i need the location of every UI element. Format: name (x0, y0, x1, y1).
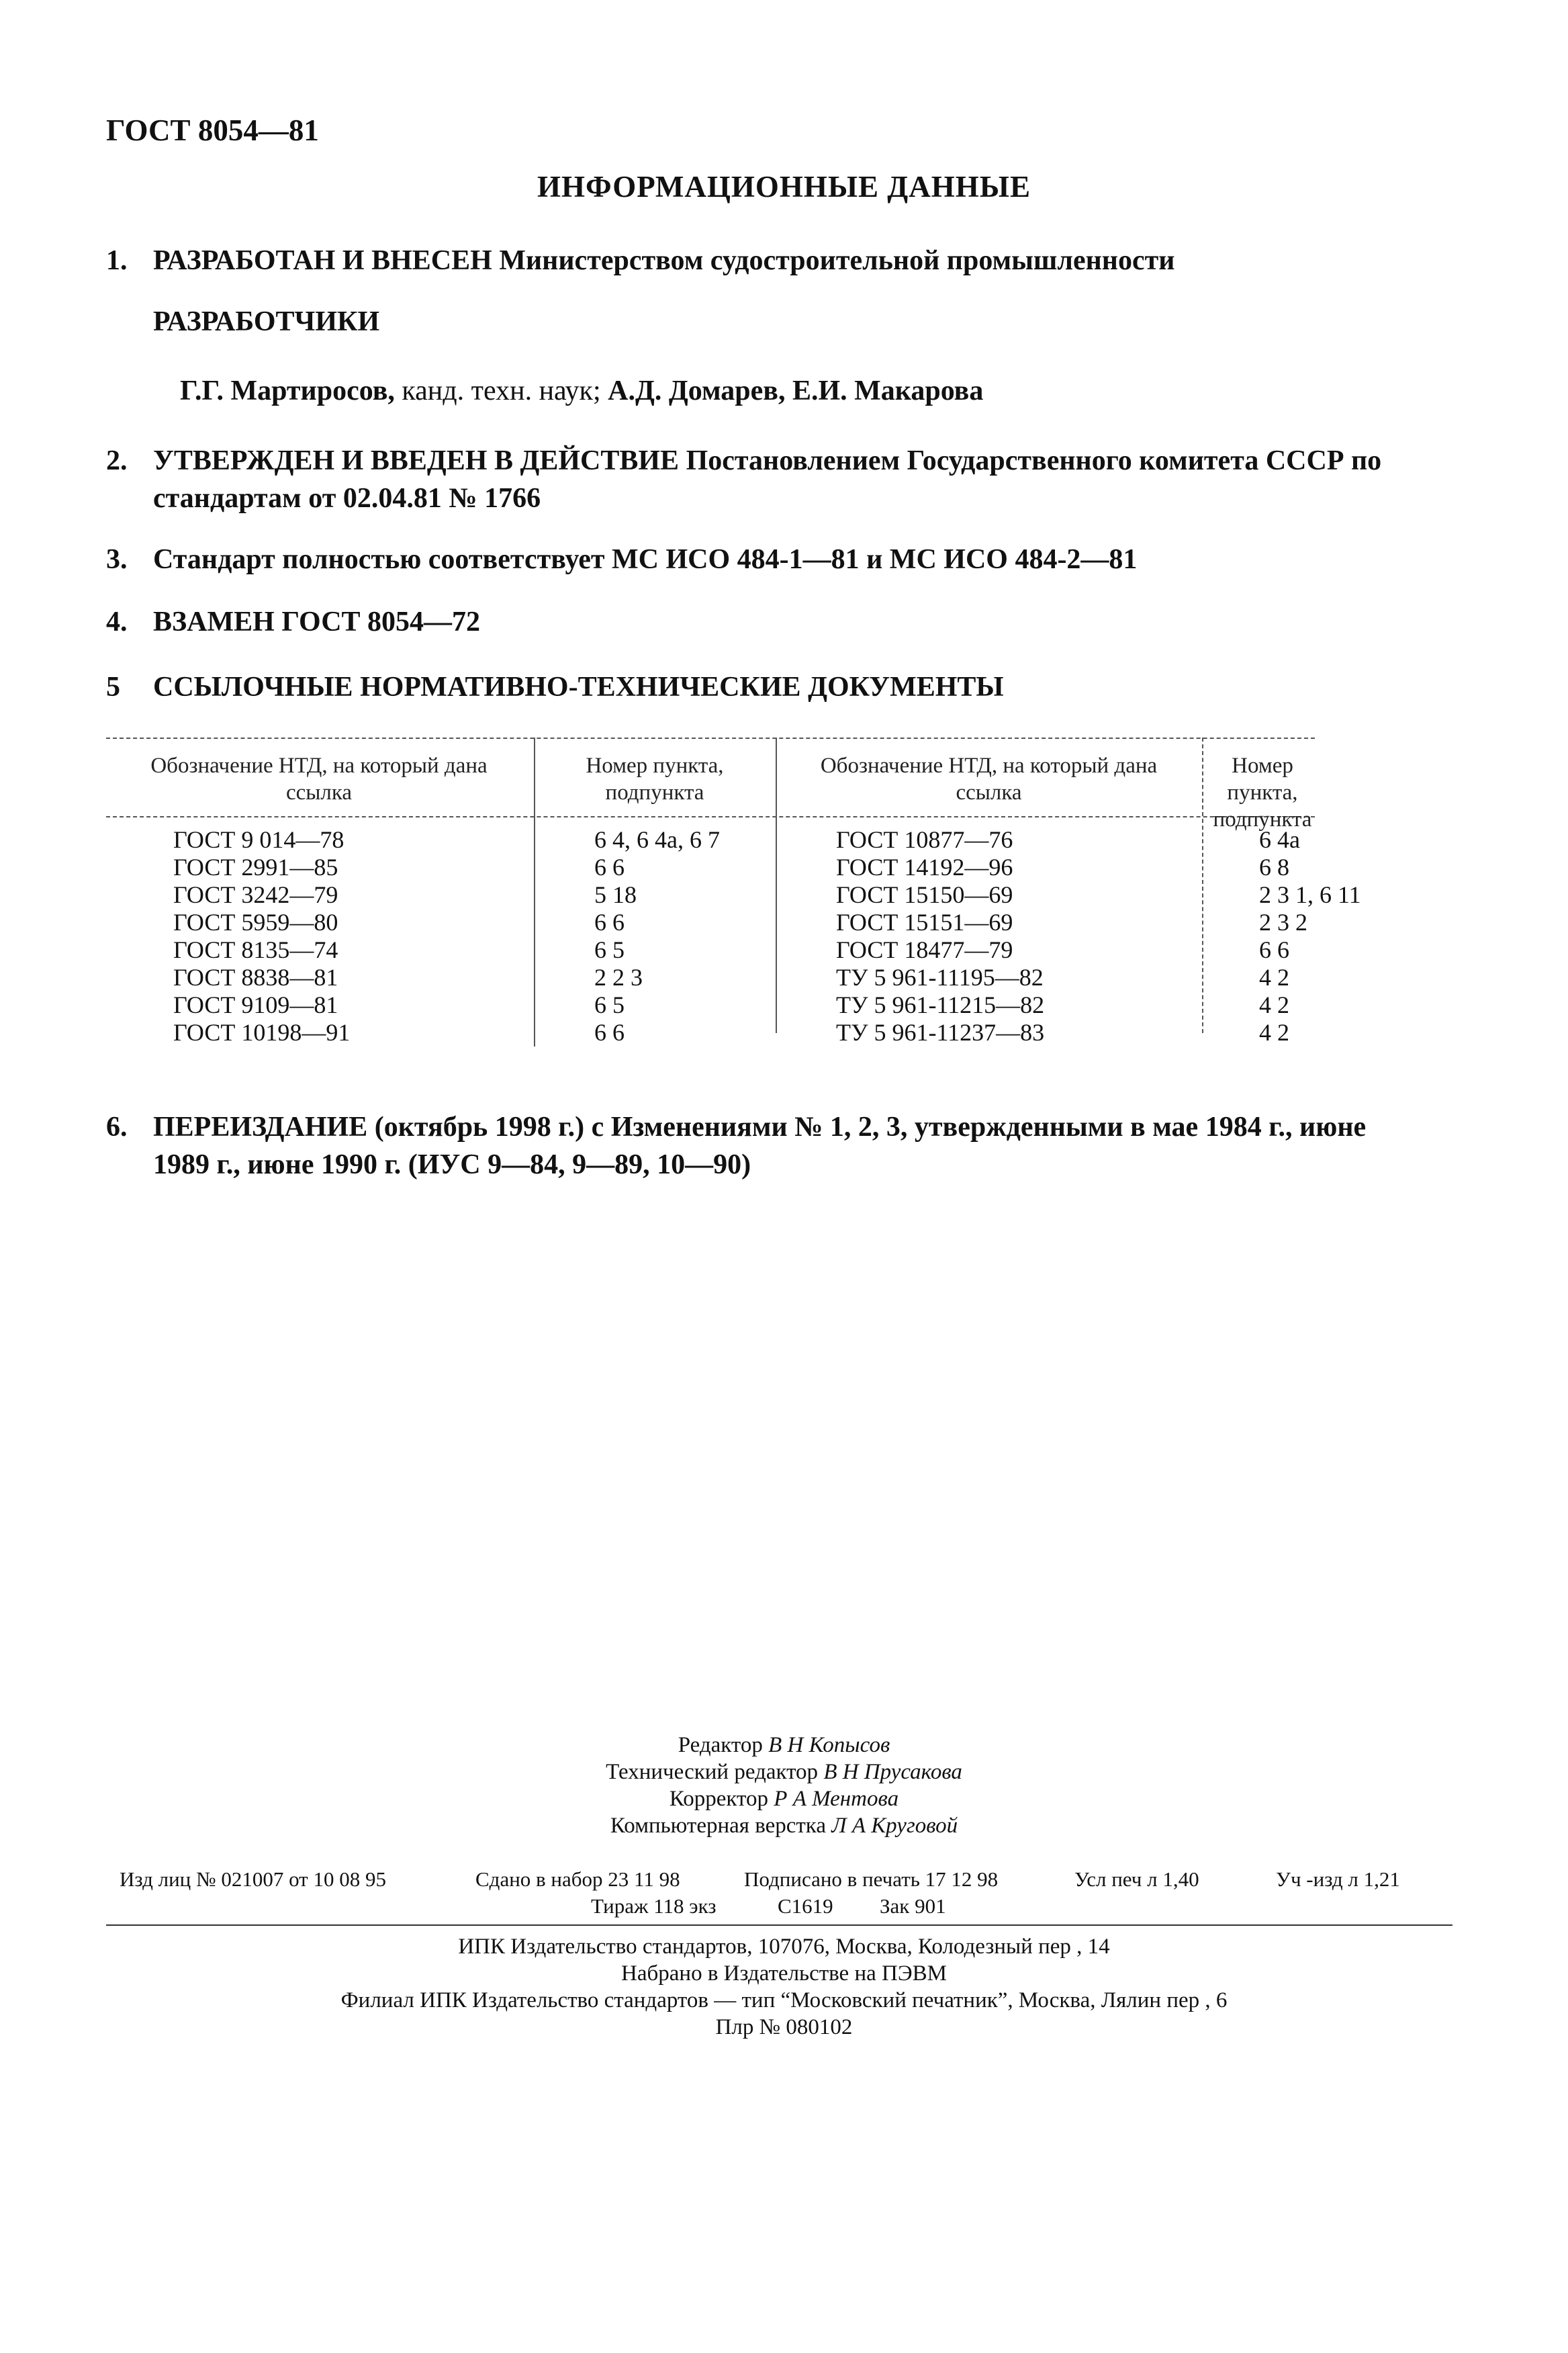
item-lead: УТВЕРЖДЕН И ВВЕДЕН В ДЕЙСТВИЕ (153, 445, 680, 476)
table-cell-clause: 6 6 (594, 1019, 625, 1046)
table-cell-clause: 6 5 (594, 936, 625, 963)
info-item-5 (106, 668, 1004, 706)
table-cell-doc: ГОСТ 10877—76 (836, 826, 1013, 853)
table-cell-doc: ГОСТ 10198—91 (173, 1019, 351, 1046)
item-text: Постановлением Государственного комитета СССР по (679, 445, 1382, 476)
table-cell-doc: ТУ 5 961-11195—82 (836, 964, 1044, 991)
item-number: 2. (106, 445, 128, 476)
item-text: ПЕРЕИЗДАНИЕ (октябрь 1998 г.) с Изменениями № 1, 2, 3, утвержденными в мае 1984 г., июне (153, 1112, 1367, 1143)
table-cell-clause: 2 3 1, 6 11 (1259, 881, 1361, 908)
item-number: 1. (106, 245, 128, 276)
table-cell-clause: 6 6 (594, 909, 625, 936)
item-number: 3. (106, 544, 128, 575)
table-cell-doc: ГОСТ 5959—80 (173, 909, 338, 936)
table-cell-doc: ГОСТ 9 014—78 (173, 826, 344, 853)
developer-name: Г.Г. Мартиросов, (180, 375, 395, 406)
developers-heading: РАЗРАБОТЧИКИ (153, 306, 380, 337)
item-text: Министерством судостроительной промышленности (499, 245, 1175, 276)
info-item-2 (106, 442, 1469, 517)
imprint-pub-sheets: Уч -изд л 1,21 (1276, 1867, 1400, 1891)
imprint-print-sheets: Усл печ л 1,40 (1074, 1867, 1199, 1891)
table-cell-doc: ГОСТ 14192—96 (836, 854, 1013, 881)
table-cell-clause: 6 8 (1259, 854, 1289, 881)
table-cell-clause: 6 6 (594, 854, 625, 881)
developer-names-rest: А.Д. Домарев, Е.И. Макарова (600, 375, 984, 406)
table-cell-clause: 2 3 2 (1259, 909, 1307, 936)
table-cell-clause: 6 5 (594, 991, 625, 1018)
item-number: 5 (106, 672, 120, 703)
imprint-license: Изд лиц № 021007 от 10 08 95 (120, 1867, 386, 1891)
table-cell-doc: ТУ 5 961-11215—82 (836, 991, 1045, 1018)
table-cell-doc: ГОСТ 8135—74 (173, 936, 338, 963)
imprint-typeset-date: Сдано в набор 23 11 98 (475, 1867, 680, 1891)
imprint-order: Зак 901 (880, 1894, 946, 1918)
item-text: ССЫЛОЧНЫЕ НОРМАТИВНО-ТЕХНИЧЕСКИЕ ДОКУМЕНТЫ (153, 672, 1004, 703)
table-cell-doc: ГОСТ 18477—79 (836, 936, 1013, 963)
table-header-col2: Номер пункта, подпункта (586, 754, 724, 805)
table-header-rule (106, 816, 1315, 817)
imprint-code: С1619 (778, 1894, 833, 1918)
table-cell-clause: 6 4а (1259, 826, 1300, 853)
imprint-divider (106, 1924, 1452, 1926)
imprint-signed-date: Подписано в печать 17 12 98 (744, 1867, 999, 1891)
document-code: ГОСТ 8054—81 (106, 114, 319, 147)
table-header-col1: Обозначение НТД, на который дана ссылка (150, 754, 488, 805)
page-title: ИНФОРМАЦИОННЫЕ ДАННЫЕ (537, 170, 1031, 204)
plr-line: Плр № 080102 (715, 2015, 853, 2039)
publisher-line: ИПК Издательство стандартов, 107076, Москва, Колодезный пер , 14 (458, 1935, 1110, 1959)
info-item-6 (106, 1108, 1469, 1184)
table-column-divider (776, 738, 777, 1033)
table-cell-doc: ГОСТ 15150—69 (836, 881, 1013, 908)
item-number: 4. (106, 607, 128, 637)
table-top-rule (106, 738, 1315, 739)
item-text: Стандарт полностью соответствует МС ИСО 484-1—81 и МС ИСО 484-2—81 (153, 544, 1138, 575)
table-cell-doc: ГОСТ 15151—69 (836, 909, 1013, 936)
table-cell-doc: ГОСТ 9109—81 (173, 991, 338, 1018)
table-cell-doc: ГОСТ 3242—79 (173, 881, 338, 908)
item-text: ВЗАМЕН ГОСТ 8054—72 (153, 607, 481, 637)
imprint-print-run: Тираж 118 экз (591, 1894, 717, 1918)
credit-layout: Компьютерная верстка Л А Круговой (610, 1814, 958, 1838)
table-cell-clause: 4 2 (1259, 1019, 1289, 1046)
table-cell-clause: 5 18 (594, 881, 637, 908)
typeset-line: Набрано в Издательстве на ПЭВМ (621, 1961, 947, 1986)
developers-names (180, 375, 983, 407)
item-lead: РАЗРАБОТАН И ВНЕСЕН (153, 245, 492, 276)
credit-tech-editor: Технический редактор В Н Прусакова (606, 1760, 962, 1784)
credit-editor: Редактор В Н Копысов (678, 1733, 890, 1757)
branch-line: Филиал ИПК Издательство стандартов — тип “Московский печатник”, Москва, Лялин пер , 6 (340, 1988, 1228, 2012)
developer-degree: канд. техн. наук; (394, 375, 601, 406)
table-cell-doc: ГОСТ 2991—85 (173, 854, 338, 881)
table-cell-doc: ГОСТ 8838—81 (173, 964, 338, 991)
table-cell-clause: 4 2 (1259, 991, 1289, 1018)
info-item-4 (106, 603, 480, 641)
item-number: 6. (106, 1112, 128, 1143)
table-header-col3: Обозначение НТД, на который дана ссылка (820, 754, 1158, 805)
table-cell-clause: 6 4, 6 4а, 6 7 (594, 826, 720, 853)
table-cell-doc: ТУ 5 961-11237—83 (836, 1019, 1045, 1046)
table-column-divider (1202, 738, 1203, 1033)
table-cell-clause: 4 2 (1259, 964, 1289, 991)
table-cell-clause: 6 6 (1259, 936, 1289, 963)
table-column-divider (534, 738, 535, 1047)
item-text-continued: стандартам от 02.04.81 № 1766 (153, 483, 541, 514)
table-header-col4: Номер пункта, подпункта (1213, 754, 1312, 832)
info-item-1 (106, 242, 1174, 279)
credit-corrector: Корректор Р А Ментова (669, 1787, 899, 1811)
table-cell-clause: 2 2 3 (594, 964, 643, 991)
info-item-3 (106, 541, 1137, 578)
item-text-continued: 1989 г., июне 1990 г. (ИУС 9—84, 9—89, 10—90) (153, 1149, 751, 1180)
